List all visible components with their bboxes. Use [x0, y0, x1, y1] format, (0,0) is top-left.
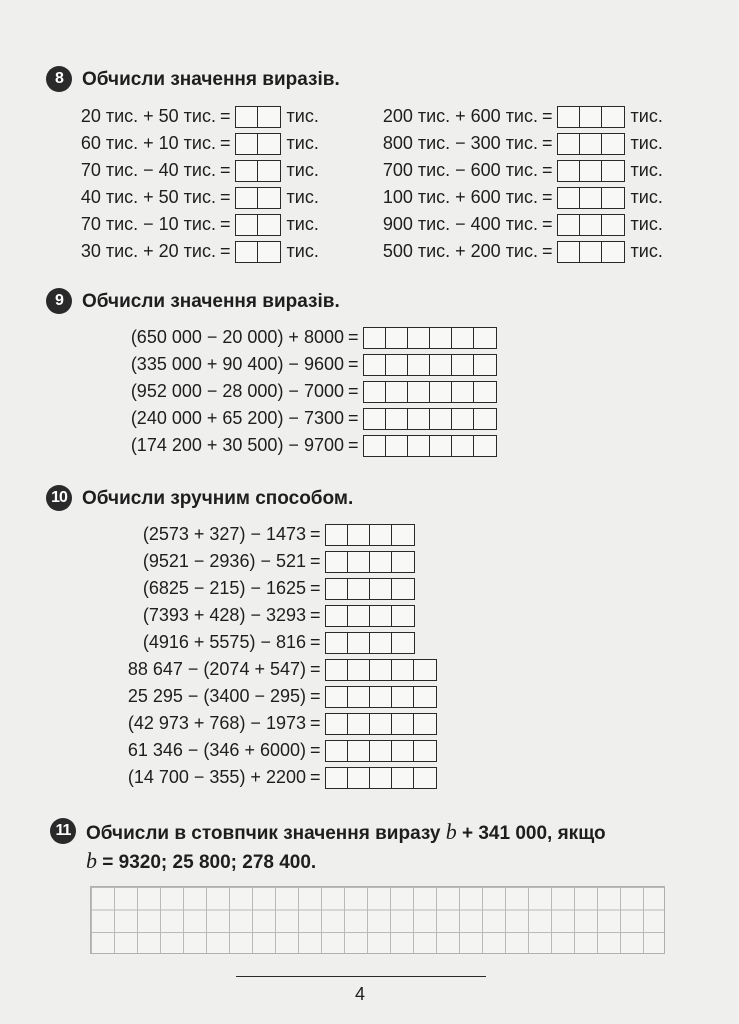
equals-sign: = [542, 106, 553, 126]
digit-box[interactable] [236, 161, 258, 181]
digit-box[interactable] [392, 579, 414, 599]
digit-box[interactable] [348, 525, 370, 545]
digit-box[interactable] [364, 328, 386, 348]
digit-box[interactable] [348, 579, 370, 599]
task-number-badge: 11 [50, 818, 76, 844]
expression-row [48, 103, 319, 130]
digit-box[interactable] [236, 215, 258, 235]
digit-box[interactable] [392, 552, 414, 572]
task-8-right-column [350, 103, 663, 265]
digit-box[interactable] [370, 660, 392, 680]
digit-box[interactable] [258, 188, 280, 208]
digit-box[interactable] [558, 161, 580, 181]
digit-box[interactable] [370, 579, 392, 599]
equals-sign: = [220, 106, 231, 126]
answer-boxes[interactable] [557, 160, 625, 182]
expression-row [48, 238, 319, 265]
digit-box[interactable] [474, 328, 496, 348]
digit-box[interactable] [348, 552, 370, 572]
expression-row [86, 602, 437, 629]
digit-box[interactable] [580, 134, 602, 154]
digit-box[interactable] [348, 741, 370, 761]
expression-row [86, 432, 497, 459]
digit-box[interactable] [408, 409, 430, 429]
unit-label: тис. [286, 187, 319, 207]
digit-box[interactable] [602, 215, 624, 235]
page-number: 4 [354, 984, 365, 1004]
digit-box[interactable] [430, 436, 452, 456]
digit-box[interactable] [558, 134, 580, 154]
equals-sign: = [348, 381, 359, 401]
expression-row [86, 683, 437, 710]
answer-boxes[interactable] [363, 354, 497, 376]
task-8-left-column [48, 103, 319, 265]
digit-box[interactable] [326, 525, 348, 545]
expression-row [86, 737, 437, 764]
digit-box[interactable] [370, 768, 392, 788]
digit-box[interactable] [370, 552, 392, 572]
digit-box[interactable] [236, 134, 258, 154]
unit-label: тис. [286, 133, 319, 153]
answer-grid[interactable] [90, 886, 665, 954]
digit-box[interactable] [392, 525, 414, 545]
expression-text: (335 000 + 90 400) − 9600 [130, 354, 344, 374]
digit-box[interactable] [392, 687, 414, 707]
answer-boxes[interactable] [557, 106, 625, 128]
digit-box[interactable] [348, 660, 370, 680]
digit-box[interactable] [408, 355, 430, 375]
digit-box[interactable] [474, 382, 496, 402]
task-8-header [46, 66, 340, 93]
expression-text: 40 тис. + 50 тис. [80, 187, 216, 207]
expression-text: 800 тис. − 300 тис. [382, 133, 538, 153]
digit-box[interactable] [392, 660, 414, 680]
digit-box[interactable] [364, 409, 386, 429]
digit-box[interactable] [452, 355, 474, 375]
task-9-expressions [86, 324, 497, 459]
equals-sign: = [310, 632, 321, 652]
task-title [86, 818, 606, 876]
digit-box[interactable] [258, 134, 280, 154]
equals-sign: = [542, 133, 553, 153]
expression-row [350, 238, 663, 265]
digit-box[interactable] [364, 355, 386, 375]
equals-sign: = [348, 408, 359, 428]
answer-boxes[interactable] [235, 106, 281, 128]
digit-box[interactable] [414, 768, 436, 788]
equals-sign: = [220, 160, 231, 180]
digit-box[interactable] [430, 328, 452, 348]
expression-row [48, 184, 319, 211]
task-10-expressions [86, 521, 437, 791]
task-number-badge: 9 [46, 288, 72, 314]
digit-box[interactable] [414, 741, 436, 761]
digit-box[interactable] [602, 134, 624, 154]
task-number-badge: 8 [46, 66, 72, 92]
equals-sign: = [310, 767, 321, 787]
digit-box[interactable] [558, 188, 580, 208]
expression-text: 500 тис. + 200 тис. [382, 241, 538, 261]
unit-label: тис. [286, 214, 319, 234]
digit-box[interactable] [392, 633, 414, 653]
expression-row [48, 130, 319, 157]
expression-row [86, 710, 437, 737]
digit-box[interactable] [452, 409, 474, 429]
expression-text: 25 295 − (3400 − 295) [127, 686, 306, 706]
digit-box[interactable] [326, 660, 348, 680]
unit-label: тис. [630, 187, 663, 207]
unit-label: тис. [630, 133, 663, 153]
equals-sign: = [348, 327, 359, 347]
expression-text: (9521 − 2936) − 521 [142, 551, 306, 571]
digit-box[interactable] [326, 741, 348, 761]
unit-label: тис. [286, 106, 319, 126]
footer-rule [236, 976, 486, 977]
unit-label: тис. [630, 106, 663, 126]
expression-text: 700 тис. − 600 тис. [382, 160, 538, 180]
digit-box[interactable] [370, 714, 392, 734]
task-11-header [50, 818, 606, 876]
expression-row [86, 656, 437, 683]
digit-box[interactable] [370, 606, 392, 626]
expression-row [350, 211, 663, 238]
digit-box[interactable] [408, 382, 430, 402]
expression-row [86, 521, 437, 548]
digit-box[interactable] [326, 579, 348, 599]
digit-box[interactable] [430, 355, 452, 375]
equals-sign: = [220, 214, 231, 234]
expression-row [350, 103, 663, 130]
expression-row [86, 629, 437, 656]
digit-box[interactable] [258, 161, 280, 181]
digit-box[interactable] [452, 436, 474, 456]
digit-box[interactable] [580, 107, 602, 127]
digit-box[interactable] [326, 768, 348, 788]
answer-boxes[interactable] [325, 659, 437, 681]
expression-text: 70 тис. − 40 тис. [80, 160, 216, 180]
expression-text: 100 тис. + 600 тис. [382, 187, 538, 207]
digit-box[interactable] [364, 382, 386, 402]
title-text-cont: + 341 000, якщо [456, 823, 606, 844]
digit-box[interactable] [326, 606, 348, 626]
expression-text: (4916 + 5575) − 816 [142, 632, 306, 652]
equals-sign: = [542, 241, 553, 261]
expression-row [350, 184, 663, 211]
task-title: Обчисли зручним способом. [82, 488, 354, 509]
answer-boxes[interactable] [235, 160, 281, 182]
expression-row [86, 764, 437, 791]
task-10-header [46, 485, 353, 512]
digit-box[interactable] [452, 328, 474, 348]
answer-boxes[interactable] [557, 133, 625, 155]
equals-sign: = [220, 241, 231, 261]
answer-boxes[interactable] [363, 408, 497, 430]
expression-text: 20 тис. + 50 тис. [80, 106, 216, 126]
expression-row [86, 324, 497, 351]
expression-row [350, 157, 663, 184]
equals-sign: = [310, 524, 321, 544]
digit-box[interactable] [258, 215, 280, 235]
digit-box[interactable] [386, 328, 408, 348]
answer-boxes[interactable] [557, 187, 625, 209]
digit-box[interactable] [386, 382, 408, 402]
unit-label: тис. [630, 160, 663, 180]
digit-box[interactable] [452, 382, 474, 402]
expression-row [86, 548, 437, 575]
digit-box[interactable] [386, 436, 408, 456]
answer-boxes[interactable] [363, 327, 497, 349]
answer-boxes[interactable] [325, 578, 415, 600]
digit-box[interactable] [258, 107, 280, 127]
variable-b: b [86, 848, 97, 873]
digit-box[interactable] [580, 215, 602, 235]
expression-row [48, 211, 319, 238]
digit-box[interactable] [370, 633, 392, 653]
expression-text: 60 тис. + 10 тис. [80, 133, 216, 153]
answer-boxes[interactable] [363, 435, 497, 457]
digit-box[interactable] [348, 714, 370, 734]
digit-box[interactable] [408, 436, 430, 456]
answer-boxes[interactable] [325, 686, 437, 708]
digit-box[interactable] [386, 409, 408, 429]
equals-sign: = [310, 713, 321, 733]
expression-text: 900 тис. − 400 тис. [382, 214, 538, 234]
equals-sign: = [220, 187, 231, 207]
task-9-header [46, 288, 340, 315]
answer-boxes[interactable] [325, 605, 415, 627]
expression-text: 200 тис. + 600 тис. [382, 106, 538, 126]
digit-box[interactable] [408, 328, 430, 348]
title-values: = 9320; 25 800; 278 400. [97, 852, 317, 873]
equals-sign: = [310, 551, 321, 571]
digit-box[interactable] [392, 741, 414, 761]
expression-row [48, 157, 319, 184]
digit-box[interactable] [326, 633, 348, 653]
expression-text: (6825 − 215) − 1625 [142, 578, 306, 598]
digit-box[interactable] [414, 660, 436, 680]
answer-boxes[interactable] [557, 214, 625, 236]
equals-sign: = [220, 133, 231, 153]
answer-boxes[interactable] [325, 767, 437, 789]
digit-box[interactable] [386, 355, 408, 375]
expression-text: (174 200 + 30 500) − 9700 [130, 435, 344, 455]
digit-box[interactable] [580, 161, 602, 181]
digit-box[interactable] [326, 714, 348, 734]
equals-sign: = [310, 686, 321, 706]
digit-box[interactable] [558, 215, 580, 235]
digit-box[interactable] [348, 633, 370, 653]
expression-text: (240 000 + 65 200) − 7300 [130, 408, 344, 428]
answer-boxes[interactable] [325, 524, 415, 546]
digit-box[interactable] [364, 436, 386, 456]
digit-box[interactable] [392, 606, 414, 626]
digit-box[interactable] [580, 242, 602, 262]
equals-sign: = [310, 578, 321, 598]
digit-box[interactable] [370, 687, 392, 707]
answer-boxes[interactable] [325, 713, 437, 735]
answer-boxes[interactable] [557, 241, 625, 263]
digit-box[interactable] [236, 188, 258, 208]
digit-box[interactable] [348, 768, 370, 788]
digit-box[interactable] [258, 242, 280, 262]
digit-box[interactable] [430, 409, 452, 429]
answer-boxes[interactable] [235, 187, 281, 209]
digit-box[interactable] [580, 188, 602, 208]
expression-text: 70 тис. − 10 тис. [80, 214, 216, 234]
unit-label: тис. [630, 241, 663, 261]
equals-sign: = [310, 740, 321, 760]
expression-row [86, 405, 497, 432]
digit-box[interactable] [474, 355, 496, 375]
digit-box[interactable] [602, 188, 624, 208]
digit-box[interactable] [348, 687, 370, 707]
unit-label: тис. [286, 241, 319, 261]
digit-box[interactable] [392, 714, 414, 734]
digit-box[interactable] [236, 242, 258, 262]
expression-text: (7393 + 428) − 3293 [142, 605, 306, 625]
expression-text: (42 973 + 768) − 1973 [127, 713, 306, 733]
equals-sign: = [310, 659, 321, 679]
variable-b: b [445, 819, 457, 844]
answer-boxes[interactable] [235, 241, 281, 263]
expression-text: 61 346 − (346 + 6000) [127, 740, 306, 760]
expression-row [86, 575, 437, 602]
expression-text: (14 700 − 355) + 2200 [127, 767, 306, 787]
unit-label: тис. [630, 214, 663, 234]
digit-box[interactable] [602, 161, 624, 181]
expression-text: 88 647 − (2074 + 547) [127, 659, 306, 679]
equals-sign: = [348, 354, 359, 374]
digit-box[interactable] [236, 107, 258, 127]
digit-box[interactable] [602, 242, 624, 262]
expression-row [350, 130, 663, 157]
digit-box[interactable] [602, 107, 624, 127]
answer-boxes[interactable] [363, 381, 497, 403]
task-title: Обчисли значення виразів. [82, 69, 340, 90]
digit-box[interactable] [348, 606, 370, 626]
digit-box[interactable] [326, 552, 348, 572]
expression-row [86, 351, 497, 378]
equals-sign: = [542, 214, 553, 234]
digit-box[interactable] [392, 768, 414, 788]
digit-box[interactable] [414, 714, 436, 734]
expression-row [86, 378, 497, 405]
answer-boxes[interactable] [235, 133, 281, 155]
equals-sign: = [348, 435, 359, 455]
digit-box[interactable] [558, 107, 580, 127]
digit-box[interactable] [414, 687, 436, 707]
equals-sign: = [542, 160, 553, 180]
digit-box[interactable] [558, 242, 580, 262]
equals-sign: = [542, 187, 553, 207]
expression-text: (952 000 − 28 000) − 7000 [130, 381, 344, 401]
digit-box[interactable] [474, 436, 496, 456]
task-title: Обчисли значення виразів. [82, 291, 340, 312]
answer-boxes[interactable] [325, 632, 415, 654]
expression-text: (650 000 − 20 000) + 8000 [130, 327, 344, 347]
equals-sign: = [310, 605, 321, 625]
answer-boxes[interactable] [325, 740, 437, 762]
unit-label: тис. [286, 160, 319, 180]
task-number-badge: 10 [46, 485, 72, 511]
digit-box[interactable] [326, 687, 348, 707]
digit-box[interactable] [370, 525, 392, 545]
digit-box[interactable] [474, 409, 496, 429]
expression-text: 30 тис. + 20 тис. [80, 241, 216, 261]
answer-boxes[interactable] [235, 214, 281, 236]
digit-box[interactable] [430, 382, 452, 402]
digit-box[interactable] [370, 741, 392, 761]
title-text: Обчисли в стовпчик значення виразу [86, 823, 446, 844]
expression-text: (2573 + 327) − 1473 [142, 524, 306, 544]
answer-boxes[interactable] [325, 551, 415, 573]
